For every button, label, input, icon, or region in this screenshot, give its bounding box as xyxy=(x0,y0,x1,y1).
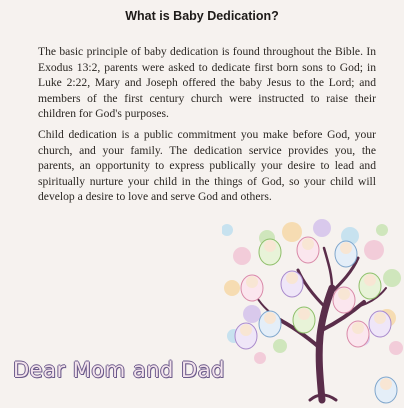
swaddled-babies xyxy=(235,237,397,403)
baby-icon xyxy=(259,311,281,337)
baby-tree-illustration xyxy=(222,218,404,408)
baby-icon xyxy=(293,307,315,333)
baby-icon xyxy=(359,273,381,299)
paragraph-child-dedication-commitment: Child dedication is a public commitment you make before God, your church, and your family. The dedication service provides you, the parents, an opportunity to express publically your desire to lead and spiritually nurture your child in the things of God, so your child will develop a desire to love and serve God and others. xyxy=(38,128,376,204)
baby-icon xyxy=(259,239,281,265)
baby-icon xyxy=(335,241,357,267)
paragraph-baby-dedication-principle: The basic principle of baby dedication is found throughout the Bible. In Exodus 13:2, parents were asked to dedicate first born sons to God; in Luke 2:22, Mary and Joseph offered the baby Jesus to the Lord; and members of the first century church were instructed to raise their children for God's purposes. xyxy=(38,45,376,121)
baby-icon xyxy=(281,271,303,297)
baby-icon xyxy=(235,323,257,349)
page-title: What is Baby Dedication? xyxy=(125,9,279,23)
baby-icon xyxy=(375,377,397,403)
baby-icon xyxy=(347,321,369,347)
dear-mom-and-dad-signoff: Dear Mom and Dad xyxy=(13,358,225,382)
baby-icon xyxy=(297,237,319,263)
baby-icon xyxy=(369,311,391,337)
baby-icon xyxy=(241,275,263,301)
baby-icon xyxy=(333,287,355,313)
